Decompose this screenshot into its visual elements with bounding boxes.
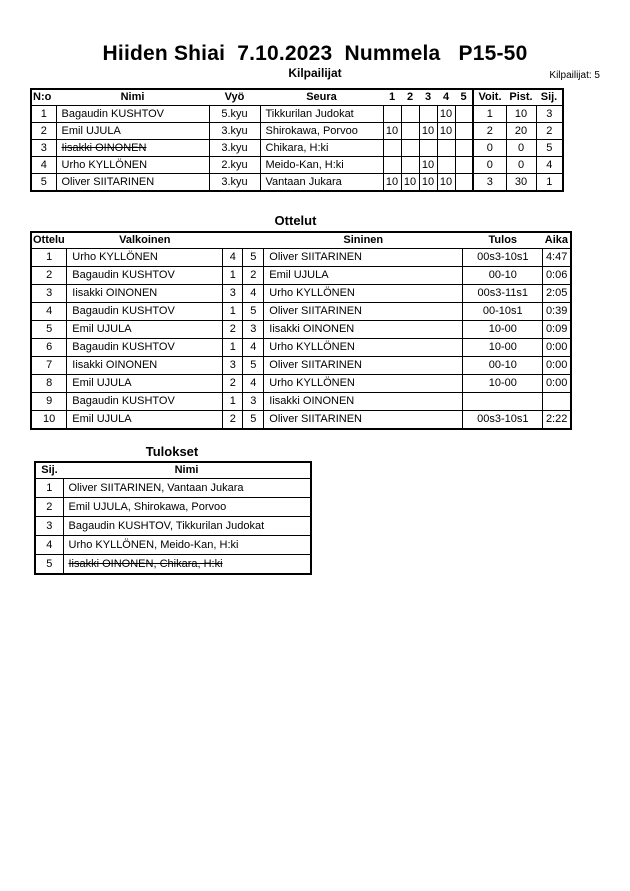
cell-blue: Urho KYLLÖNEN xyxy=(264,285,463,303)
cell-blue: Urho KYLLÖNEN xyxy=(264,339,463,357)
cell-time xyxy=(543,393,571,411)
cell-r4: 10 xyxy=(437,123,455,140)
col-header-aika: Aika xyxy=(543,232,571,249)
cell-wno: 2 xyxy=(223,375,243,393)
cell-bno: 5 xyxy=(243,303,264,321)
cell-r3: 10 xyxy=(419,123,437,140)
cell-result: 00s3-10s1 xyxy=(463,411,543,430)
col-header-sij: Sij. xyxy=(35,462,63,479)
cell-blue: Urho KYLLÖNEN xyxy=(264,375,463,393)
cell-name: Emil UJULA, Shirokawa, Porvoo xyxy=(63,498,311,517)
cell-r5 xyxy=(455,174,473,192)
table-row xyxy=(35,517,311,536)
cell-belt: 5.kyu xyxy=(209,106,260,123)
cell-r3: 10 xyxy=(419,157,437,174)
cell-points: 30 xyxy=(506,174,536,192)
cell-r5 xyxy=(455,140,473,157)
cell-wno: 1 xyxy=(223,303,243,321)
cell-place: 4 xyxy=(35,536,63,555)
ottelut-header-row xyxy=(31,232,571,249)
cell-r1: 10 xyxy=(383,123,401,140)
cell-wno: 1 xyxy=(223,393,243,411)
cell-wno: 3 xyxy=(223,285,243,303)
cell-white: Bagaudin KUSHTOV xyxy=(67,339,223,357)
cell-no: 2 xyxy=(31,123,56,140)
cell-result: 00s3-11s1 xyxy=(463,285,543,303)
cell-wno: 3 xyxy=(223,357,243,375)
col-header-blue-no xyxy=(243,232,264,249)
cell-time: 2:05 xyxy=(543,285,571,303)
cell-bno: 3 xyxy=(243,321,264,339)
cell-blue: Emil UJULA xyxy=(264,267,463,285)
cell-place: 3 xyxy=(536,106,563,123)
ottelut-heading: Ottelut xyxy=(274,213,317,228)
cell-blue: Iisakki OINONEN xyxy=(264,393,463,411)
cell-place: 2 xyxy=(35,498,63,517)
cell-white: Bagaudin KUSHTOV xyxy=(67,393,223,411)
cell-match: 5 xyxy=(31,321,67,339)
cell-time: 0:09 xyxy=(543,321,571,339)
cell-white: Urho KYLLÖNEN xyxy=(67,249,223,267)
cell-match: 4 xyxy=(31,303,67,321)
cell-bno: 5 xyxy=(243,249,264,267)
cell-r5 xyxy=(455,157,473,174)
table-row xyxy=(35,536,311,555)
col-header-vyo: Vyö xyxy=(209,89,260,106)
cell-name: Oliver SIITARINEN, Vantaan Jukara xyxy=(63,479,311,498)
col-header-no: N:o xyxy=(31,89,56,106)
cell-r1 xyxy=(383,140,401,157)
table-row xyxy=(31,393,571,411)
cell-no: 5 xyxy=(31,174,56,192)
cell-club: Chikara, H:ki xyxy=(260,140,383,157)
cell-r2 xyxy=(401,140,419,157)
col-header-sininen: Sininen xyxy=(264,232,463,249)
table-row xyxy=(31,339,571,357)
cell-name: Iisakki OINONEN xyxy=(56,140,209,157)
table-row xyxy=(35,479,311,498)
table-row xyxy=(35,498,311,517)
cell-match: 10 xyxy=(31,411,67,430)
cell-result: 00-10s1 xyxy=(463,303,543,321)
cell-name: Bagaudin KUSHTOV xyxy=(56,106,209,123)
table-row xyxy=(31,321,571,339)
cell-r3: 10 xyxy=(419,174,437,192)
cell-white: Iisakki OINONEN xyxy=(67,285,223,303)
cell-result: 10-00 xyxy=(463,375,543,393)
cell-belt: 3.kyu xyxy=(209,174,260,192)
cell-wno: 1 xyxy=(223,339,243,357)
col-header-white-no xyxy=(223,232,243,249)
cell-white: Emil UJULA xyxy=(67,375,223,393)
cell-bno: 3 xyxy=(243,393,264,411)
ottelut-table xyxy=(30,231,572,430)
cell-place: 1 xyxy=(35,479,63,498)
cell-bno: 4 xyxy=(243,285,264,303)
cell-result: 00s3-10s1 xyxy=(463,249,543,267)
cell-club: Vantaan Jukara xyxy=(260,174,383,192)
cell-r3 xyxy=(419,140,437,157)
cell-wins: 1 xyxy=(473,106,506,123)
table-row xyxy=(31,411,571,430)
col-header-sij: Sij. xyxy=(536,89,563,106)
table-row xyxy=(31,123,563,140)
tulokset-header-row xyxy=(35,462,311,479)
table-row xyxy=(31,267,571,285)
col-header-r4: 4 xyxy=(437,89,455,106)
cell-club: Meido-Kan, H:ki xyxy=(260,157,383,174)
cell-match: 8 xyxy=(31,375,67,393)
cell-wins: 2 xyxy=(473,123,506,140)
col-header-r1: 1 xyxy=(383,89,401,106)
cell-name: Urho KYLLÖNEN, Meido-Kan, H:ki xyxy=(63,536,311,555)
cell-time: 0:00 xyxy=(543,375,571,393)
cell-white: Emil UJULA xyxy=(67,321,223,339)
cell-no: 4 xyxy=(31,157,56,174)
table-row xyxy=(31,285,571,303)
cell-result: 00-10 xyxy=(463,357,543,375)
cell-name: Emil UJULA xyxy=(56,123,209,140)
cell-blue: Oliver SIITARINEN xyxy=(264,303,463,321)
cell-place: 5 xyxy=(35,555,63,575)
cell-r5 xyxy=(455,123,473,140)
table-row xyxy=(31,106,563,123)
cell-place: 2 xyxy=(536,123,563,140)
col-header-r5: 5 xyxy=(455,89,473,106)
kilpailijat-heading: Kilpailijat xyxy=(288,66,342,80)
cell-r3 xyxy=(419,106,437,123)
cell-time: 0:39 xyxy=(543,303,571,321)
cell-points: 0 xyxy=(506,157,536,174)
cell-r2 xyxy=(401,123,419,140)
cell-place: 3 xyxy=(35,517,63,536)
cell-belt: 3.kyu xyxy=(209,123,260,140)
cell-place: 5 xyxy=(536,140,563,157)
cell-result: 10-00 xyxy=(463,339,543,357)
cell-time: 0:06 xyxy=(543,267,571,285)
cell-wno: 2 xyxy=(223,411,243,430)
cell-r1 xyxy=(383,106,401,123)
kilpailijat-header-row xyxy=(31,89,563,106)
table-row xyxy=(35,555,311,575)
cell-match: 3 xyxy=(31,285,67,303)
kilpailijat-table xyxy=(30,88,564,192)
cell-name: Oliver SIITARINEN xyxy=(56,174,209,192)
cell-r1 xyxy=(383,157,401,174)
cell-bno: 2 xyxy=(243,267,264,285)
col-header-nimi: Nimi xyxy=(56,89,209,106)
cell-white: Emil UJULA xyxy=(67,411,223,430)
cell-r1: 10 xyxy=(383,174,401,192)
cell-r5 xyxy=(455,106,473,123)
cell-result: 00-10 xyxy=(463,267,543,285)
cell-blue: Oliver SIITARINEN xyxy=(264,249,463,267)
cell-time: 2:22 xyxy=(543,411,571,430)
cell-match: 6 xyxy=(31,339,67,357)
cell-wins: 0 xyxy=(473,140,506,157)
table-row xyxy=(31,174,563,192)
col-header-r3: 3 xyxy=(419,89,437,106)
cell-no: 3 xyxy=(31,140,56,157)
cell-bno: 4 xyxy=(243,375,264,393)
col-header-ottelu: Ottelu xyxy=(31,232,67,249)
col-header-r2: 2 xyxy=(401,89,419,106)
cell-place: 1 xyxy=(536,174,563,192)
cell-belt: 3.kyu xyxy=(209,140,260,157)
cell-bno: 5 xyxy=(243,357,264,375)
cell-club: Tikkurilan Judokat xyxy=(260,106,383,123)
cell-place: 4 xyxy=(536,157,563,174)
cell-no: 1 xyxy=(31,106,56,123)
cell-r2: 10 xyxy=(401,174,419,192)
cell-result: 10-00 xyxy=(463,321,543,339)
cell-r2 xyxy=(401,157,419,174)
cell-wins: 3 xyxy=(473,174,506,192)
cell-points: 0 xyxy=(506,140,536,157)
cell-time: 4:47 xyxy=(543,249,571,267)
tulokset-heading: Tulokset xyxy=(145,444,199,459)
cell-match: 7 xyxy=(31,357,67,375)
table-row xyxy=(31,375,571,393)
cell-name: Iisakki OINONEN, Chikara, H:ki xyxy=(63,555,311,575)
cell-blue: Oliver SIITARINEN xyxy=(264,411,463,430)
cell-match: 9 xyxy=(31,393,67,411)
competitor-count-label: Kilpailijat: 5 xyxy=(549,70,600,81)
cell-match: 1 xyxy=(31,249,67,267)
cell-name: Urho KYLLÖNEN xyxy=(56,157,209,174)
cell-name: Bagaudin KUSHTOV, Tikkurilan Judokat xyxy=(63,517,311,536)
cell-club: Shirokawa, Porvoo xyxy=(260,123,383,140)
cell-bno: 5 xyxy=(243,411,264,430)
cell-wno: 2 xyxy=(223,321,243,339)
cell-r4: 10 xyxy=(437,106,455,123)
cell-blue: Oliver SIITARINEN xyxy=(264,357,463,375)
col-header-pist: Pist. xyxy=(506,89,536,106)
cell-r4 xyxy=(437,157,455,174)
cell-blue: Iisakki OINONEN xyxy=(264,321,463,339)
cell-r2 xyxy=(401,106,419,123)
cell-time: 0:00 xyxy=(543,357,571,375)
col-header-voit: Voit. xyxy=(473,89,506,106)
cell-points: 20 xyxy=(506,123,536,140)
cell-white: Iisakki OINONEN xyxy=(67,357,223,375)
table-row xyxy=(31,157,563,174)
col-header-tulos: Tulos xyxy=(463,232,543,249)
col-header-seura: Seura xyxy=(260,89,383,106)
cell-belt: 2.kyu xyxy=(209,157,260,174)
cell-wno: 1 xyxy=(223,267,243,285)
table-row xyxy=(31,303,571,321)
table-row xyxy=(31,140,563,157)
col-header-nimi: Nimi xyxy=(63,462,311,479)
page-title: Hiiden Shiai 7.10.2023 Nummela P15-50 xyxy=(102,42,528,65)
cell-wins: 0 xyxy=(473,157,506,174)
cell-wno: 4 xyxy=(223,249,243,267)
cell-r4: 10 xyxy=(437,174,455,192)
cell-bno: 4 xyxy=(243,339,264,357)
tulokset-table xyxy=(34,461,312,575)
cell-result xyxy=(463,393,543,411)
cell-match: 2 xyxy=(31,267,67,285)
cell-white: Bagaudin KUSHTOV xyxy=(67,303,223,321)
cell-points: 10 xyxy=(506,106,536,123)
cell-white: Bagaudin KUSHTOV xyxy=(67,267,223,285)
table-row xyxy=(31,357,571,375)
table-row xyxy=(31,249,571,267)
col-header-valkoinen: Valkoinen xyxy=(67,232,223,249)
cell-r4 xyxy=(437,140,455,157)
cell-time: 0:00 xyxy=(543,339,571,357)
